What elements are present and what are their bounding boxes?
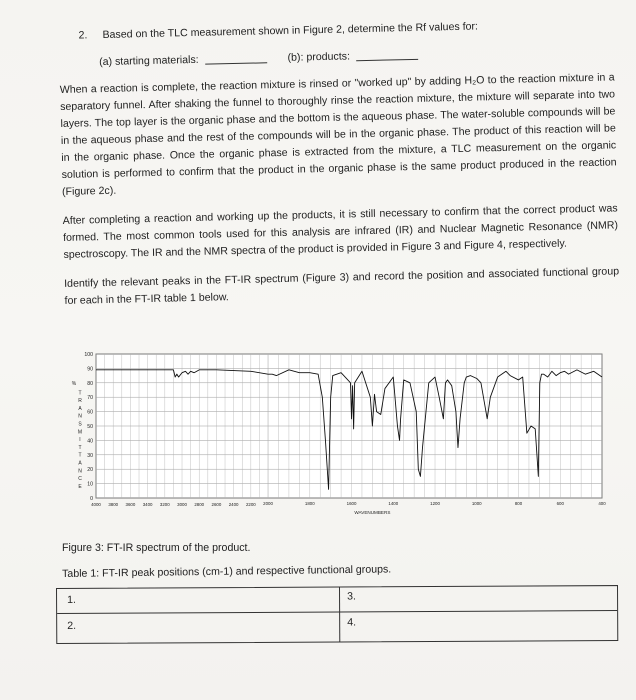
y-tick-label: 10 [87,481,93,488]
x-tick-label: 4000 [91,502,101,507]
table-column-divider [339,588,340,642]
y-tick-label: 0 [90,496,93,502]
y-tick-label: 90 [87,366,93,373]
y-axis-label-letter: N [78,468,82,475]
y-axis-label-letter: M [77,429,83,436]
y-axis-label-letter: R [78,398,82,405]
ft-ir-peak-table [56,585,618,644]
x-tick-label: 2600 [211,502,222,507]
x-tick-label: 2400 [228,502,239,507]
y-tick-label: 50 [87,424,93,430]
x-tick-label: 1000 [471,501,482,506]
x-tick-label: 2000 [263,501,273,506]
x-tick-label: 3400 [142,502,153,507]
x-axis-label: WAVENUMBERS [354,510,391,515]
x-tick-label: 3800 [108,502,119,507]
y-axis-label-letter: T [78,390,82,397]
y-axis-label-letter: A [78,405,82,412]
y-tick-label: 30 [87,452,93,459]
x-tick-label: 600 [556,501,564,506]
y-axis-label [78,390,82,490]
question-2 [58,15,613,45]
ft-ir-spectrum-chart [56,348,612,528]
spectroscopy-paragraph: After completing a reaction and working up the products, it is still necessary to confirm that the correct product was formed. The most common tools used for this analysis are infrared (IR) and Nuclear Magnetic Resonance (NMR) spectroscopy. The IR and the NMR spectra of the product is provided in Figure 3 and Figure 4, respectively. [62,202,619,261]
x-tick-label: 2200 [245,502,256,507]
y-tick-label: 80 [87,380,93,387]
x-tick-label: 1800 [304,501,315,506]
x-tick-label: 3000 [177,502,187,507]
x-tick-label: 800 [514,501,523,506]
table-cell-2[interactable]: 2. [67,619,77,632]
table-cell-1[interactable]: 1. [67,593,76,606]
y-axis-label-letter: T [78,452,82,459]
x-tick-label: 1400 [388,501,399,506]
y-tick-label: 70 [87,395,93,402]
part-b-label: (b): products: [287,50,351,64]
table-row-divider [57,610,617,614]
x-tick-label: 3600 [125,502,136,507]
y-axis-label-letter: C [78,476,82,483]
question-number: 2. [78,29,88,42]
workup-paragraph: When a reaction is complete, the reaction mixture is rinsed or "worked up" by adding H₂O to the reaction mixture in a separatory funnel. After shaking the funnel to thoroughly rinse the reaction mixture, the mixture will separate into two layers. The top layer is the organic phase and the bottom is the aqueous phase. The water-soluble compounds will be in the aqueous phase and the rest of the compounds will be in the organic phase. The product of this reaction will be in the organic phase. Once the organic phase is extracted from the mixture, a TLC measurement on the organic solution is performed to confirm that the product in the organic phase is the same product produced in the reaction (Figure 2c). [59,71,617,198]
part-a-label: (a) starting materials: [99,53,199,69]
table-cell-3[interactable]: 3. [347,590,356,603]
x-tick-label: 1600 [346,501,357,506]
y-axis-label-percent: % [71,380,77,387]
part-a-answer-blank[interactable] [205,62,267,64]
y-axis-label-letter: S [78,421,82,428]
x-tick-label: 3200 [159,502,170,507]
y-axis-label-letter: A [78,460,82,467]
question-text-block [58,0,620,310]
x-tick-label: 1200 [430,501,440,506]
figure-3-caption: Figure 3: FT-IR spectrum of the product. [62,542,251,554]
part-b-answer-blank[interactable] [356,59,418,61]
y-tick-label: 100 [84,352,93,358]
y-tick-label: 60 [87,409,93,416]
question-parts [99,42,614,71]
y-axis-label-letter: E [78,483,82,490]
identify-peaks-paragraph: Identify the relevant peaks in the FT-IR spectrum (Figure 3) and record the position and associated functional group for each in the FT-IR table 1 below. [64,265,620,307]
x-tick-label: 400 [598,501,606,506]
table-1-caption: Table 1: FT-IR peak positions (cm-1) and respective functional groups. [62,563,392,580]
y-tick-label: 40 [87,438,93,445]
y-axis-label-letter: N [78,413,82,420]
y-tick-label: 20 [87,467,93,474]
y-axis-label-letter: T [78,444,82,451]
x-tick-label: 2800 [194,502,205,507]
question-prompt: Based on the TLC measurement shown in Figure 2, determine the Rf values for: [102,20,479,41]
y-axis-label-letter: I [79,437,81,444]
table-cell-4[interactable]: 4. [347,616,357,629]
